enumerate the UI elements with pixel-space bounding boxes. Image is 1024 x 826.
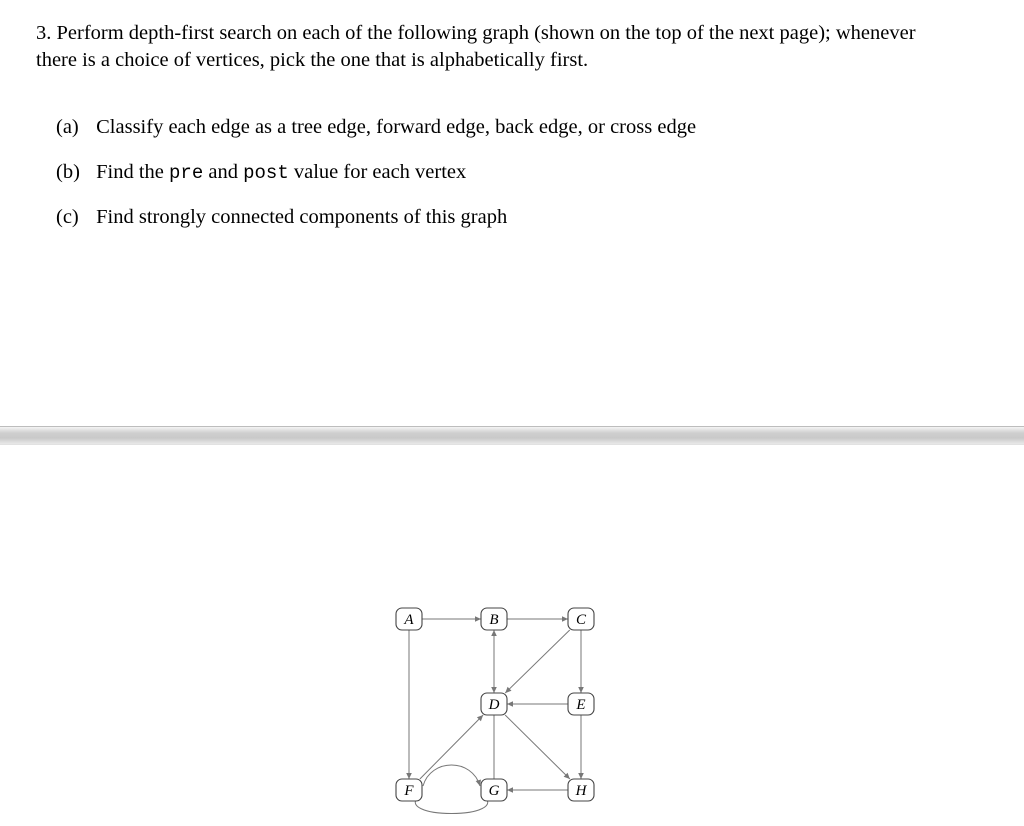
part-b-text-1: Find the — [96, 161, 164, 183]
part-c-label: (c) — [56, 206, 79, 228]
part-b-label: (b) — [56, 161, 80, 183]
node-d-label: D — [488, 697, 500, 713]
node-h-label: H — [575, 783, 587, 799]
question-intro-line-1: Perform depth-first search on each of the following graph (shown on the top of the next page); whenever — [56, 22, 916, 44]
part-a-label: (a) — [56, 116, 79, 138]
part-a-text: Classify each edge as a tree edge, forward edge, back edge, or cross edge — [96, 116, 697, 138]
question-number: 3. — [36, 22, 52, 44]
node-b — [481, 608, 507, 630]
node-h — [568, 779, 594, 801]
node-g-label: G — [488, 783, 500, 799]
part-a — [56, 114, 696, 141]
edge-d-to-h — [505, 715, 570, 779]
node-e — [568, 693, 594, 715]
edge-e-to-h-arrowhead — [578, 773, 584, 779]
node-c — [568, 608, 594, 630]
edge-g-to-b-arrowhead — [491, 630, 497, 636]
directed-graph — [380, 595, 610, 815]
edge-a-to-b-arrowhead — [475, 616, 481, 622]
edge-e-to-d-arrowhead — [507, 701, 513, 707]
edge-f-to-d — [420, 715, 483, 779]
part-b-text-3: value for each vertex — [293, 161, 467, 183]
node-g — [481, 779, 507, 801]
part-b-code-pre: pre — [169, 162, 204, 184]
node-c-label: C — [575, 612, 587, 628]
node-f — [396, 779, 422, 801]
edge-a-to-f-arrowhead — [406, 773, 412, 779]
node-e-label: E — [576, 697, 586, 713]
edge-b-to-c-arrowhead — [562, 616, 568, 622]
node-a-label: A — [404, 612, 414, 628]
node-a — [396, 608, 422, 630]
node-f-label: F — [404, 783, 414, 799]
edge-f-to-g-arrowhead — [476, 779, 481, 786]
page-separator — [0, 426, 1024, 445]
edge-h-to-g-arrowhead — [507, 787, 513, 793]
part-b-code-post: post — [243, 162, 289, 184]
node-d — [481, 693, 507, 715]
node-b-label: B — [489, 612, 499, 628]
question-intro — [36, 20, 996, 74]
part-c — [56, 204, 507, 231]
edge-c-to-d — [505, 630, 569, 693]
edge-c-to-e-arrowhead — [578, 687, 584, 693]
part-b-text-2: and — [208, 161, 238, 183]
question-intro-line-2: there is a choice of vertices, pick the one that is alphabetically first. — [36, 49, 589, 71]
part-c-text: Find strongly connected components of this graph — [96, 206, 508, 228]
part-b — [56, 159, 466, 187]
edge-f-to-g — [423, 765, 480, 786]
edge-g-to-f — [415, 794, 488, 814]
